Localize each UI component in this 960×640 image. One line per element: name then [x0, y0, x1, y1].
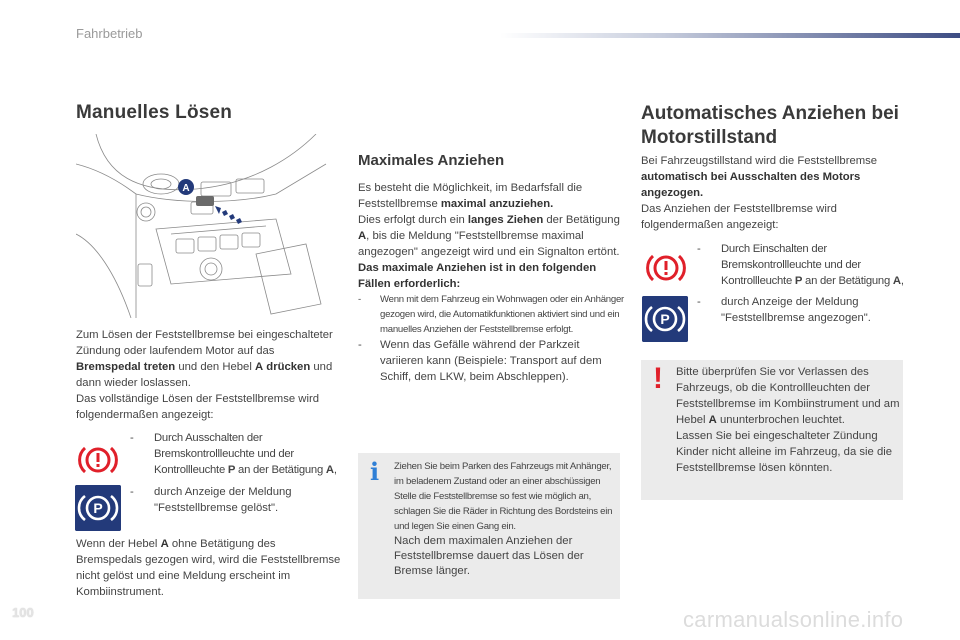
header-section-label: Fahrbetrieb	[76, 26, 143, 41]
middle-bullet-1: - Wenn mit dem Fahrzeug ein Wohnwagen oder ein Anhänger gezogen wird, die Automatikfunktionen aktiviert sind und ein manuelles Anziehen der Feststellbremse erfolgt.	[358, 294, 624, 335]
right-bullet-2: - durch Anzeige der Meldung "Feststellbremse angezogen".	[697, 296, 871, 324]
warning-exclamation-icon: !	[653, 362, 663, 395]
info-large-text: Nach dem maximalen Anziehen der Feststellbremse dauert das Lösen der Bremse länger.	[394, 535, 584, 577]
info-small-text: Ziehen Sie beim Parken des Fahrzeugs mit Anhänger, im beladenem Zustand oder an einer abschüssigen Stelle die Feststellbremse so fest wie möglich an, schlagen Sie die Räder in Richtung des Bordsteins ein und legen Sie einen Gang ein.	[394, 461, 613, 532]
right-para-2: Das Anziehen der Feststellbremse wird folgendermaßen angezeigt:	[641, 203, 837, 231]
info-box	[358, 453, 620, 599]
middle-para-3: Das maximale Anziehen ist in den folgenden Fällen erforderlich:	[358, 262, 597, 290]
left-intro-paragraphs	[76, 327, 342, 423]
middle-body	[358, 180, 624, 385]
warning-text-1: Bitte überprüfen Sie vor Verlassen des Fahrzeugs, ob die Kontrollleuchten der Feststellbremse im Kombiinstrument und am Hebel A ununterbrochen leuchtet.	[676, 366, 900, 426]
brake-warning-icon	[76, 438, 120, 482]
parking-brake-icon	[75, 485, 121, 531]
svg-text:P: P	[660, 311, 670, 327]
left-bullet-2: - durch Anzeige der Meldung "Feststellbremse gelöst".	[130, 486, 292, 514]
header-rule	[500, 33, 960, 38]
right-para-1: Bei Fahrzeugstillstand wird die Feststellbremse automatisch bei Ausschalten des Motors angezogen.	[641, 155, 878, 199]
left-outro-paragraph	[76, 536, 342, 600]
heading-manual-release: Manuelles Lösen	[76, 102, 233, 123]
page-number: 100	[12, 605, 34, 620]
right-bullet-1: - Durch Einschalten der Bremskontrollleuchte und der Kontrollleuchte P an der Betätigung A,	[697, 243, 904, 287]
watermark-text: carmanualsonline.info	[683, 607, 904, 632]
middle-para-2: Dies erfolgt durch ein langes Ziehen der Betätigung A, bis die Meldung "Feststellbremse maximal angezogen" angezeigt wird und ein Signalton ertönt.	[358, 214, 620, 258]
parking-brake-icon	[642, 296, 688, 342]
brake-warning-icon	[644, 246, 688, 290]
info-icon: i	[370, 457, 380, 486]
middle-para-1: Es besteht die Möglichkeit, im Bedarfsfall die Feststellbremse maximal anzuziehen.	[358, 182, 583, 210]
dashboard-illustration	[76, 134, 336, 318]
warning-text-2: Lassen Sie bei eingeschalteter Zündung Kinder nicht alleine im Fahrzeug, da sie die Feststellbremse lösen könnten.	[676, 430, 893, 474]
right-body	[641, 153, 911, 233]
svg-text:P: P	[93, 500, 103, 516]
left-display-text: Das vollständige Lösen der Feststellbremse wird folgendermaßen angezeigt:	[76, 393, 319, 421]
left-intro-text: Zum Lösen der Feststellbremse bei eingeschalteter Zündung oder laufendem Motor auf das Bremspedal treten und den Hebel A drücken und dann wieder loslassen.	[76, 329, 333, 389]
left-outro-text: Wenn der Hebel A ohne Betätigung des Bremspedals gezogen wird, wird die Feststellbremse nicht gelöst und eine Meldung erscheint im Kombiinstrument.	[76, 538, 341, 598]
left-bullet-1: - Durch Ausschalten der Bremskontrollleuchte und der Kontrollleuchte P an der Betätigung A,	[130, 432, 337, 476]
heading-auto-apply: Automatisches Anziehen bei Motorstillstand	[641, 103, 899, 148]
heading-max-apply: Maximales Anziehen	[358, 152, 505, 169]
warning-box	[641, 360, 903, 500]
middle-bullet-2: - Wenn das Gefälle während der Parkzeit variieren kann (Beispiele: Transport auf dem Schiff, dem LKW, beim Abschleppen).	[358, 339, 602, 383]
callout-label-a: A	[182, 183, 190, 194]
